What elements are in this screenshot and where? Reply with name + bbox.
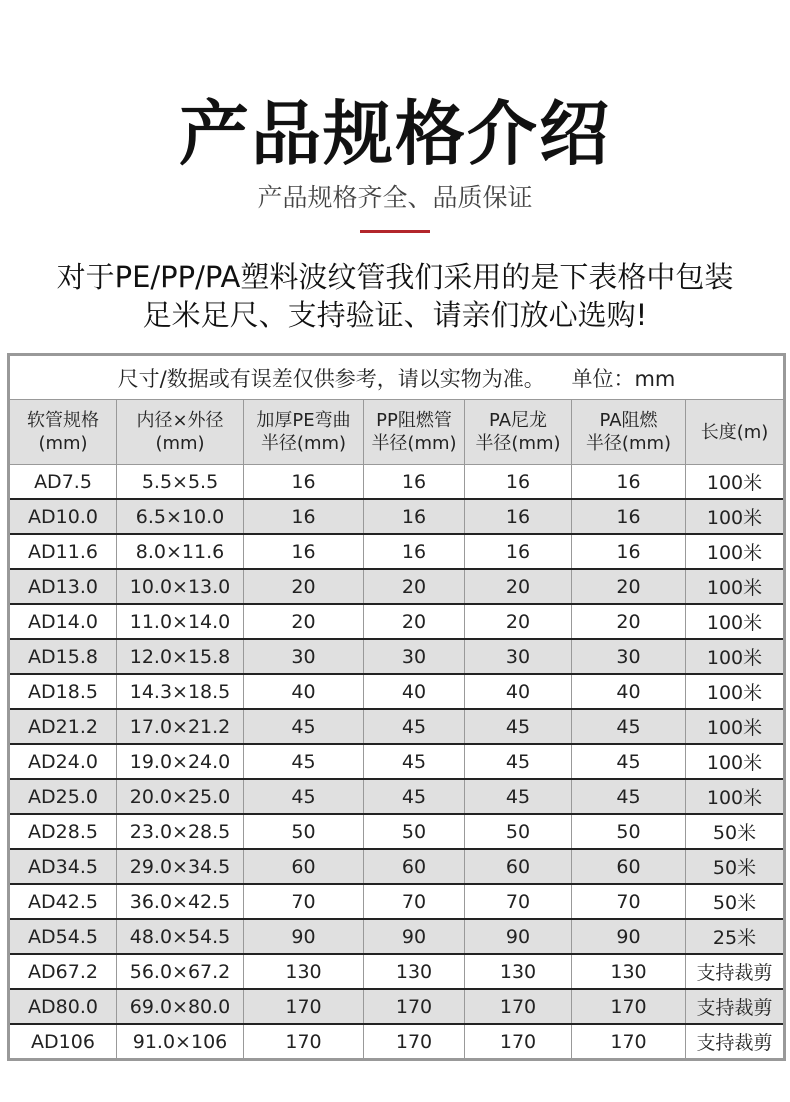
table-cell: 16 (572, 465, 686, 500)
column-header-line: 加厚PE弯曲 (256, 410, 351, 431)
column-header-line: 半径(mm) (260, 433, 347, 454)
table-cell: 69.0×80.0 (117, 989, 244, 1024)
table-cell: 40 (364, 674, 465, 709)
table-cell: 16 (364, 465, 465, 500)
table-cell: 支持裁剪 (686, 954, 785, 989)
table-cell: 20 (572, 569, 686, 604)
table-cell: 130 (244, 954, 364, 989)
table-cell: 170 (364, 1024, 465, 1060)
table-cell: 130 (572, 954, 686, 989)
table-cell: AD7.5 (9, 465, 117, 500)
table-cell: 130 (364, 954, 465, 989)
column-header-line: (mm) (38, 433, 88, 454)
table-cell: 36.0×42.5 (117, 884, 244, 919)
table-cell: 45 (244, 744, 364, 779)
table-cell: 40 (572, 674, 686, 709)
table-cell: 100米 (686, 534, 785, 569)
table-cell: 12.0×15.8 (117, 639, 244, 674)
table-cell: AD67.2 (9, 954, 117, 989)
table-row (9, 954, 785, 989)
table-cell: 70 (465, 884, 572, 919)
table-cell: AD21.2 (9, 709, 117, 744)
table-cell: 45 (465, 779, 572, 814)
table-cell: 50米 (686, 884, 785, 919)
table-cell: AD13.0 (9, 569, 117, 604)
table-cell: 100米 (686, 744, 785, 779)
column-header (9, 400, 117, 465)
table-row (9, 534, 785, 569)
intro-text (0, 258, 790, 334)
table-cell: 45 (364, 709, 465, 744)
column-header-line: 半径(mm) (585, 433, 672, 454)
table-cell: 16 (244, 534, 364, 569)
column-header (244, 400, 364, 465)
table-cell: AD25.0 (9, 779, 117, 814)
table-cell: 16 (364, 534, 465, 569)
table-cell: 60 (364, 849, 465, 884)
table-cell: 100米 (686, 674, 785, 709)
column-header-line: PA尼龙 (488, 410, 548, 431)
table-cell: 30 (364, 639, 465, 674)
table-cell: 16 (244, 465, 364, 500)
table-cell: 50 (465, 814, 572, 849)
table-cell: 16 (465, 499, 572, 534)
table-cell: 20 (244, 604, 364, 639)
table-cell: 60 (244, 849, 364, 884)
column-header-line: 软管规格 (27, 410, 99, 431)
column-header-line: PA阻燃 (599, 410, 658, 431)
table-cell: 20 (364, 569, 465, 604)
table-cell: 29.0×34.5 (117, 849, 244, 884)
table-cell: 45 (465, 744, 572, 779)
column-header (686, 400, 785, 465)
table-cell: 90 (572, 919, 686, 954)
column-header (465, 400, 572, 465)
table-caption: 尺寸/数据或有误差仅供参考，请以实物为准。 单位：mm (9, 355, 785, 400)
table-cell: 60 (572, 849, 686, 884)
table-cell: 90 (364, 919, 465, 954)
table-cell: 8.0×11.6 (117, 534, 244, 569)
table-cell: AD18.5 (9, 674, 117, 709)
table-cell: 100米 (686, 779, 785, 814)
table-row (9, 989, 785, 1024)
table-cell: 30 (572, 639, 686, 674)
table-cell: 45 (364, 779, 465, 814)
table-cell: 5.5×5.5 (117, 465, 244, 500)
column-header-line: PP阻燃管 (376, 410, 452, 431)
table-cell: AD11.6 (9, 534, 117, 569)
table-cell: 20 (465, 604, 572, 639)
table-cell: 45 (244, 779, 364, 814)
table-cell: 45 (572, 744, 686, 779)
table-cell: 50 (244, 814, 364, 849)
table-cell: 16 (572, 534, 686, 569)
table-row (9, 709, 785, 744)
table-row (9, 674, 785, 709)
table-cell: 100米 (686, 465, 785, 500)
table-row (9, 884, 785, 919)
spec-table (7, 353, 786, 1061)
table-cell: 170 (244, 989, 364, 1024)
table-cell: 70 (364, 884, 465, 919)
table-cell: 70 (244, 884, 364, 919)
table-cell: 20 (364, 604, 465, 639)
table-cell: 90 (244, 919, 364, 954)
table-cell: 30 (244, 639, 364, 674)
table-cell: 50米 (686, 814, 785, 849)
table-cell: AD10.0 (9, 499, 117, 534)
table-cell: 支持裁剪 (686, 989, 785, 1024)
table-cell: 170 (465, 989, 572, 1024)
intro-line: 足米足尺、支持验证、请亲们放心选购! (142, 298, 648, 332)
table-cell: 30 (465, 639, 572, 674)
table-row (9, 465, 785, 500)
table-cell: 45 (244, 709, 364, 744)
table-cell: 17.0×21.2 (117, 709, 244, 744)
table-cell: 50 (364, 814, 465, 849)
table-row (9, 919, 785, 954)
table-cell: 170 (572, 1024, 686, 1060)
table-cell: 19.0×24.0 (117, 744, 244, 779)
table-cell: 40 (244, 674, 364, 709)
column-header (117, 400, 244, 465)
table-cell: AD34.5 (9, 849, 117, 884)
table-cell: AD15.8 (9, 639, 117, 674)
divider (360, 230, 430, 233)
table-cell: 10.0×13.0 (117, 569, 244, 604)
table-cell: 20 (465, 569, 572, 604)
table-cell: 170 (465, 1024, 572, 1060)
table-cell: AD24.0 (9, 744, 117, 779)
table-row (9, 639, 785, 674)
table-row (9, 1024, 785, 1060)
table-cell: 100米 (686, 639, 785, 674)
table-cell: 20.0×25.0 (117, 779, 244, 814)
table-cell: 11.0×14.0 (117, 604, 244, 639)
table-cell: 91.0×106 (117, 1024, 244, 1060)
column-header-line: (mm) (155, 433, 205, 454)
table-cell: AD28.5 (9, 814, 117, 849)
table-cell: 100米 (686, 569, 785, 604)
table-cell: 25米 (686, 919, 785, 954)
table-cell: AD80.0 (9, 989, 117, 1024)
table-row (9, 779, 785, 814)
table-cell: 170 (244, 1024, 364, 1060)
column-header-line: 半径(mm) (475, 433, 561, 454)
table-cell: 48.0×54.5 (117, 919, 244, 954)
column-header-line: 半径(mm) (371, 433, 457, 454)
table-cell: 90 (465, 919, 572, 954)
table-cell: 16 (465, 534, 572, 569)
table-cell: 130 (465, 954, 572, 989)
table-cell: 16 (244, 499, 364, 534)
table-row (9, 814, 785, 849)
table-cell: 170 (572, 989, 686, 1024)
table-cell: AD14.0 (9, 604, 117, 639)
intro-line: 对于PE/PP/PA塑料波纹管我们采用的是下表格中包装 (56, 260, 734, 294)
table-row (9, 744, 785, 779)
page-title: 产品规格介绍 (179, 93, 611, 175)
table-cell: 70 (572, 884, 686, 919)
column-header-line: 长度(m) (700, 421, 769, 443)
table-cell: 23.0×28.5 (117, 814, 244, 849)
table-cell: 16 (364, 499, 465, 534)
table-cell: 14.3×18.5 (117, 674, 244, 709)
table-row (9, 499, 785, 534)
table-cell: 16 (572, 499, 686, 534)
table-cell: 16 (465, 465, 572, 500)
table-cell: 100米 (686, 499, 785, 534)
table-cell: 支持裁剪 (686, 1024, 785, 1060)
table-row (9, 569, 785, 604)
table-cell: 20 (572, 604, 686, 639)
table-cell: 45 (364, 744, 465, 779)
table-cell: 40 (465, 674, 572, 709)
table-cell: 56.0×67.2 (117, 954, 244, 989)
page-subtitle: 产品规格齐全、品质保证 (257, 183, 533, 212)
table-cell: 50 (572, 814, 686, 849)
table-cell: AD54.5 (9, 919, 117, 954)
table-cell: 170 (364, 989, 465, 1024)
table-cell: AD42.5 (9, 884, 117, 919)
table-cell: 60 (465, 849, 572, 884)
column-header (364, 400, 465, 465)
table-cell: 6.5×10.0 (117, 499, 244, 534)
table-cell: 45 (465, 709, 572, 744)
table-cell: 100米 (686, 604, 785, 639)
table-cell: 45 (572, 779, 686, 814)
table-cell: 100米 (686, 709, 785, 744)
column-header-line: 内径×外径 (136, 410, 224, 431)
table-cell: 20 (244, 569, 364, 604)
table-cell: 45 (572, 709, 686, 744)
table-cell: AD106 (9, 1024, 117, 1060)
table-row (9, 604, 785, 639)
table-row (9, 849, 785, 884)
table-cell: 50米 (686, 849, 785, 884)
column-header (572, 400, 686, 465)
